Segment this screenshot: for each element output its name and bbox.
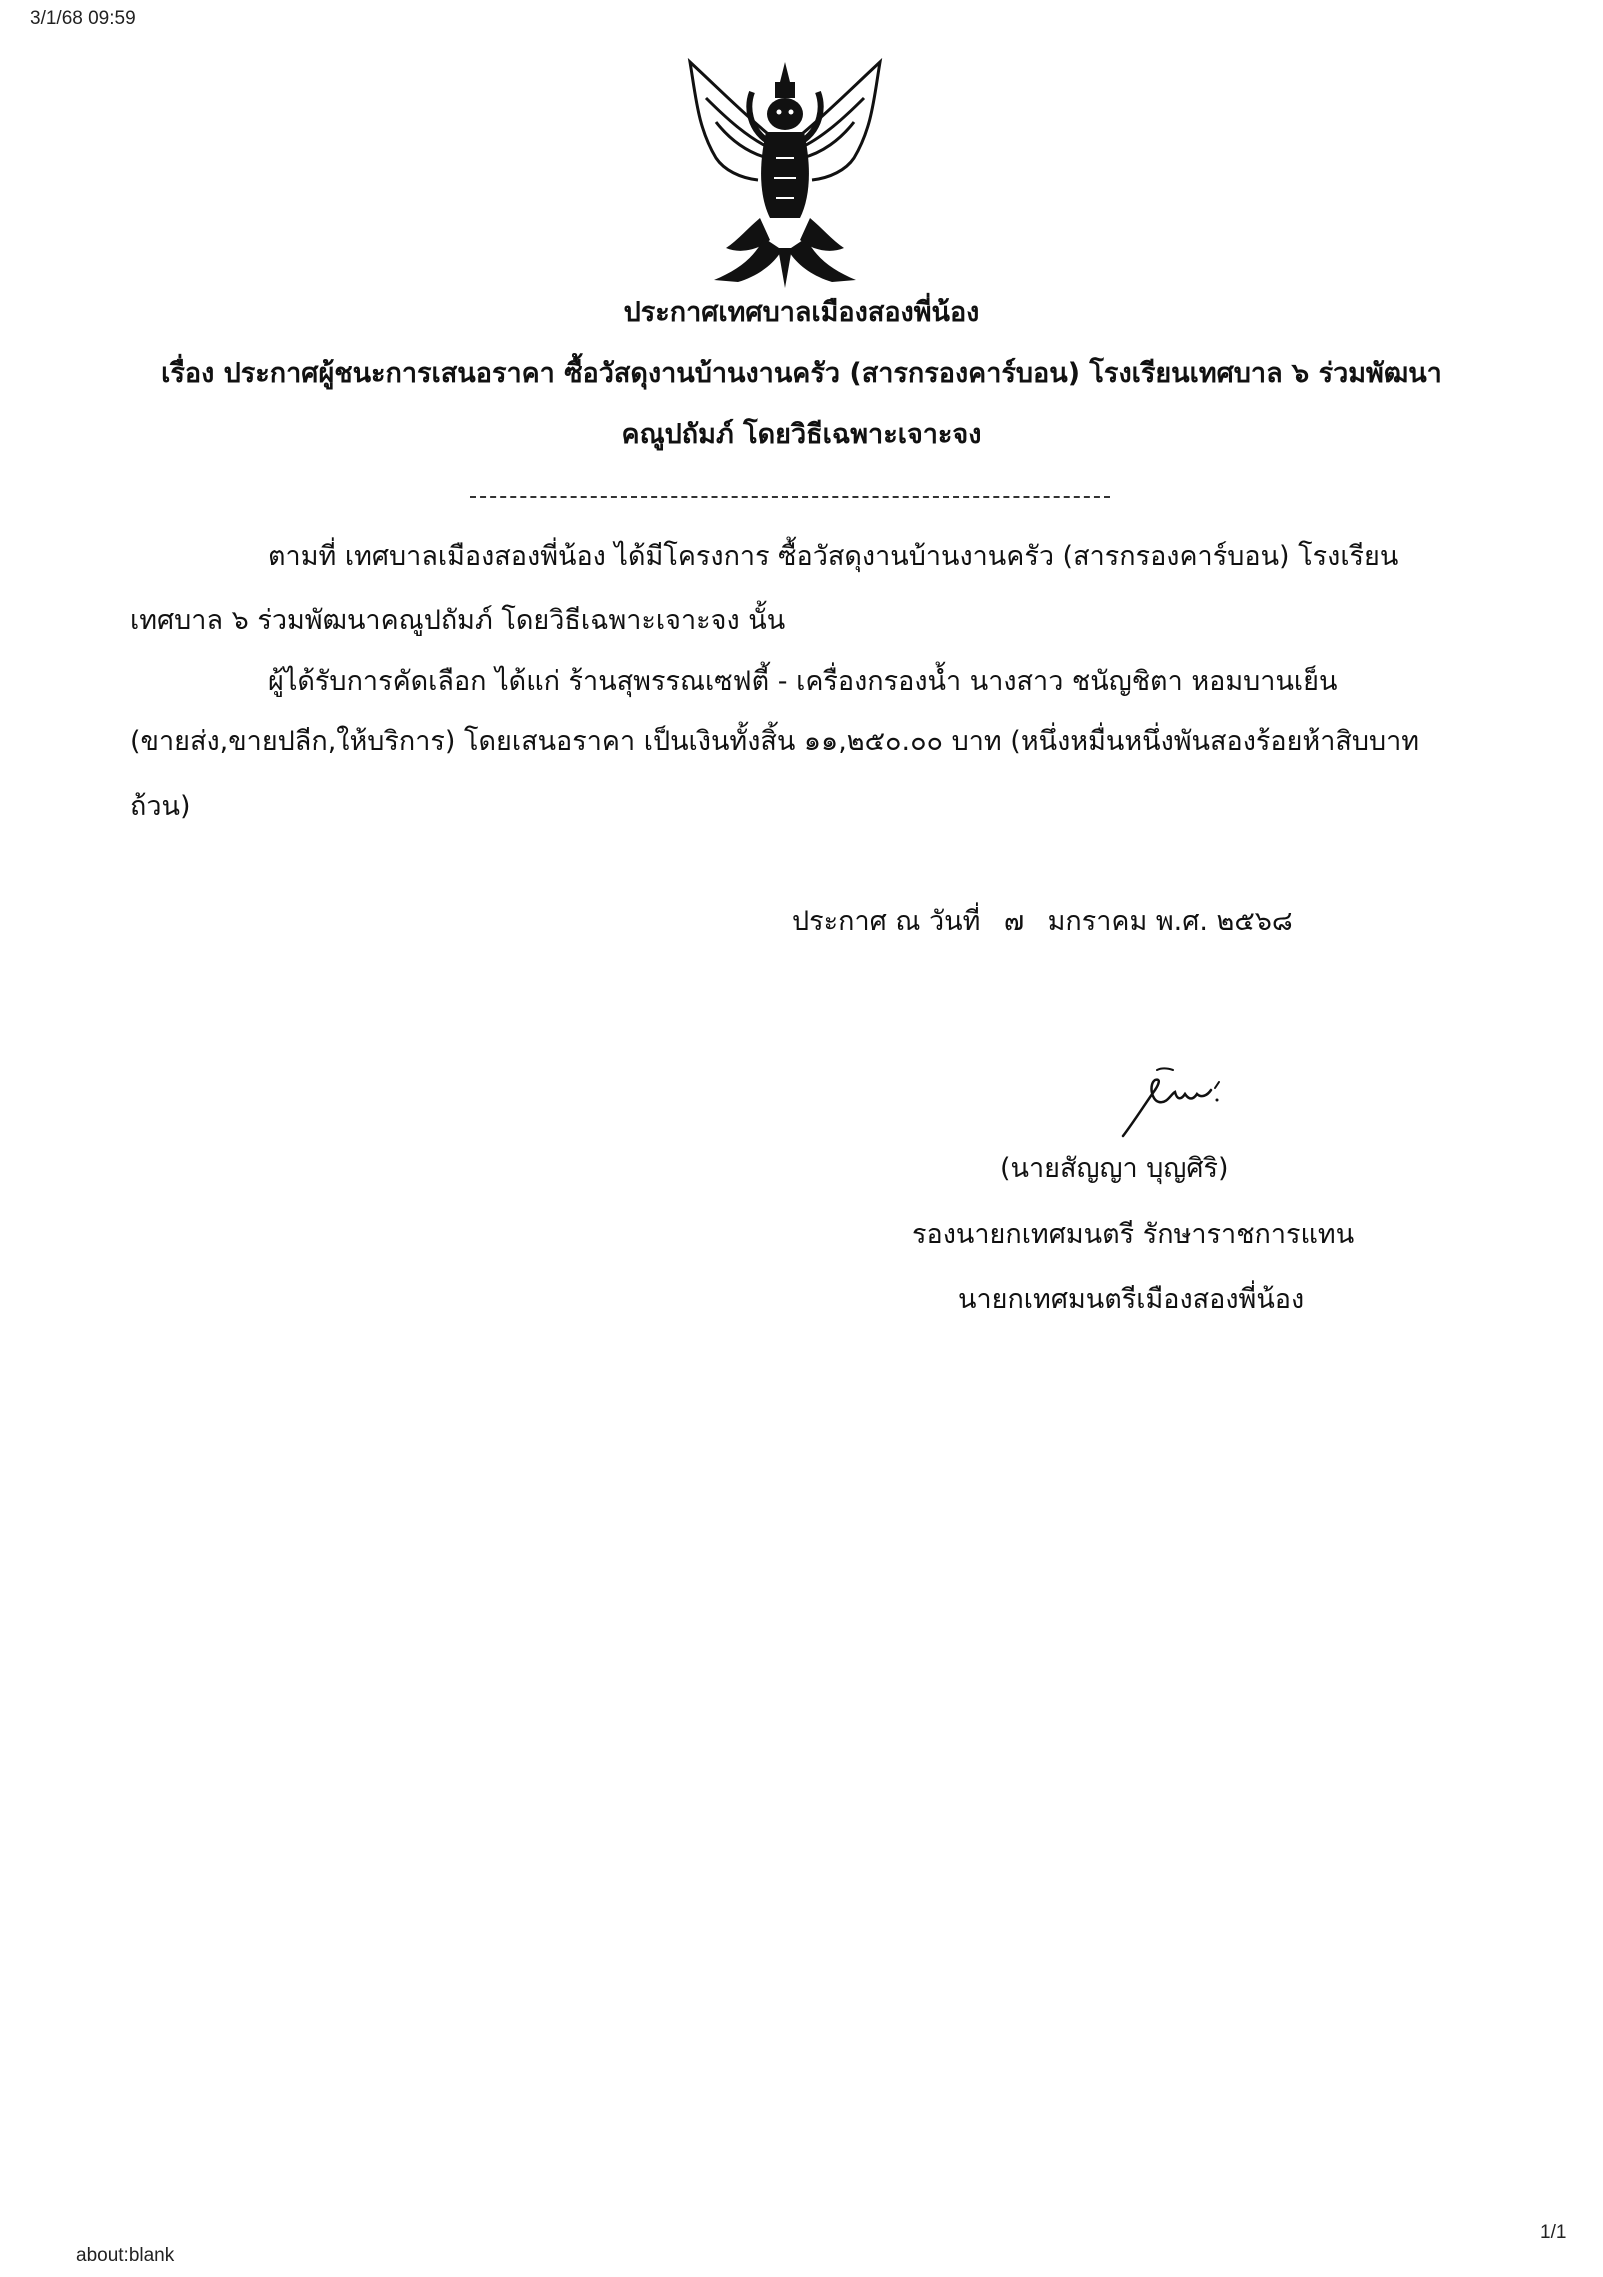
- signer-position: รองนายกเทศมนตรี รักษาราชการแทน: [912, 1219, 1355, 1250]
- page-count: 1/1: [1540, 2222, 1567, 2243]
- signature-image: [1115, 1060, 1235, 1140]
- signer-name: (นายสัญญา บุญศิริ): [1000, 1153, 1229, 1184]
- announcement-date: [792, 905, 1293, 939]
- garuda-emblem-icon: [678, 58, 892, 290]
- print-timestamp: 3/1/68 09:59: [30, 8, 136, 29]
- date-prefix: ประกาศ ณ วันที่: [792, 906, 981, 937]
- document-subject-continued: คณูปถัมภ์ โดยวิธีเฉพาะเจาะจง: [621, 419, 982, 450]
- paragraph-2-line-1: ผู้ได้รับการคัดเลือก ได้แก่ ร้านสุพรรณเซฟตี้ - เครื่องกรองน้ำ นางสาว ชนัญชิตา หอมบานเย็น: [268, 666, 1338, 697]
- date-month-year: มกราคม พ.ศ. ๒๕๖๘: [1047, 906, 1293, 937]
- date-day: ๗: [1003, 906, 1025, 937]
- print-url: about:blank: [76, 2245, 175, 2266]
- document-title: ประกาศเทศบาลเมืองสองพี่น้อง: [623, 297, 980, 328]
- paragraph-1-line-2: เทศบาล ๖ ร่วมพัฒนาคณูปถัมภ์ โดยวิธีเฉพาะเจาะจง นั้น: [130, 605, 786, 636]
- paragraph-2-line-2: (ขายส่ง,ขายปลีก,ให้บริการ) โดยเสนอราคา เป็นเงินทั้งสิ้น ๑๑,๒๕๐.๐๐ บาท (หนึ่งหมื่นหนึ่งพันสองร้อยห้าสิบบาท: [130, 726, 1420, 757]
- document-subject: เรื่อง ประกาศผู้ชนะการเสนอราคา ซื้อวัสดุงานบ้านงานครัว (สารกรองคาร์บอน) โรงเรียนเทศบาล ๖ ร่วมพัฒนา: [161, 358, 1442, 389]
- paragraph-2-line-3: ถ้วน): [130, 791, 191, 822]
- paragraph-1-line-1: ตามที่ เทศบาลเมืองสองพี่น้อง ได้มีโครงการ ซื้อวัสดุงานบ้านงานครัว (สารกรองคาร์บอน) โรงเรียน: [268, 541, 1399, 572]
- signer-position-continued: นายกเทศมนตรีเมืองสองพี่น้อง: [958, 1284, 1305, 1315]
- title-divider: [470, 496, 1110, 498]
